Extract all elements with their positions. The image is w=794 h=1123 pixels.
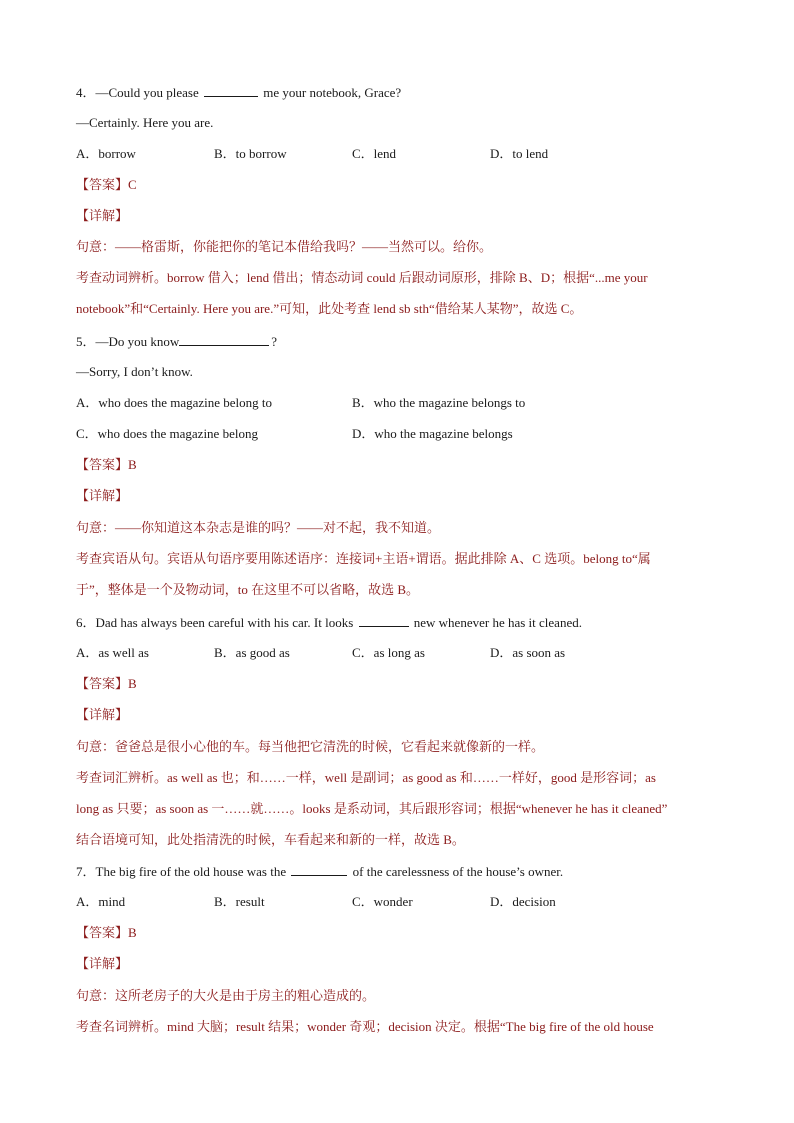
question-7-answer	[76, 925, 137, 941]
question-4-detail-label: 【详解】	[76, 208, 129, 223]
option-c: C．wonder	[352, 894, 413, 909]
option-a: A．borrow	[76, 146, 136, 161]
question-6-explanation-4: 结合语境可知，此处指清洗的时候，车看起来和新的一样，故选 B。	[76, 832, 465, 847]
option-d: D．decision	[490, 894, 556, 909]
option-d: D．as soon as	[490, 645, 566, 660]
option-a: A．who does the magazine belong to	[76, 395, 273, 410]
question-5-reply: —Sorry, I don’t know.	[76, 364, 193, 379]
answer-value: B	[128, 676, 137, 691]
stem-text: 7．The big fire of the old house was the	[76, 864, 287, 879]
option-a: A．mind	[76, 894, 126, 909]
question-5-explanation-1: 句意：——你知道这本杂志是谁的吗？——对不起，我不知道。	[76, 520, 441, 535]
answer-value: C	[128, 177, 137, 192]
stem-text: me your notebook, Grace?	[263, 85, 402, 100]
question-6-explanation-3: long as 只要；as soon as 一……就……。looks 是系动词，其后跟形容词；根据“whenever he has it cleaned”	[76, 801, 668, 816]
stem-text: ?	[271, 334, 278, 349]
question-4-explanation-2: 考查动词辨析。borrow 借入；lend 借出；情态动词 could 后跟动词原形，排除 B、D；根据“...me your	[76, 270, 648, 285]
answer-blank	[204, 84, 258, 97]
question-6-stem	[76, 614, 582, 630]
answer-value: B	[128, 925, 137, 940]
option-c: C．as long as	[352, 645, 425, 660]
answer-value: B	[128, 457, 137, 472]
option-b: B．as good as	[214, 645, 290, 660]
stem-text: of the carelessness of the house’s owner.	[352, 864, 564, 879]
question-4-explanation-3: notebook”和“Certainly. Here you are.”可知，此处考查 lend sb sth“借给某人某物”，故选 C。	[76, 301, 583, 316]
option-d: D．to lend	[490, 146, 549, 161]
answer-blank	[179, 333, 269, 346]
answer-label: 【答案】	[76, 457, 129, 472]
stem-text: 6．Dad has always been careful with his car. It looks	[76, 615, 354, 630]
question-4-reply: —Certainly. Here you are.	[76, 115, 214, 130]
question-7-explanation-2: 考查名词辨析。mind 大脑；result 结果；wonder 奇观；decision 决定。根据“The big fire of the old house	[76, 1019, 654, 1034]
answer-label: 【答案】	[76, 177, 129, 192]
question-4-stem	[76, 84, 401, 100]
question-6-explanation-1: 句意：爸爸总是很小心他的车。每当他把它清洗的时候，它看起来就像新的一样。	[76, 739, 545, 754]
question-6-detail-label: 【详解】	[76, 707, 129, 722]
question-5-explanation-2: 考查宾语从句。宾语从句语序要用陈述语序：连接词+主语+谓语。据此排除 A、C 选项。belong to“属	[76, 551, 651, 566]
question-4-explanation-1: 句意：——格雷斯，你能把你的笔记本借给我吗？——当然可以。给你。	[76, 239, 493, 254]
question-5-answer	[76, 457, 137, 473]
option-c: C．who does the magazine belong	[76, 426, 258, 441]
question-7-stem	[76, 863, 563, 879]
question-5-stem	[76, 333, 277, 349]
option-c: C．lend	[352, 146, 397, 161]
answer-blank	[291, 863, 347, 876]
question-6-explanation-2: 考查词汇辨析。as well as 也；和……一样，well 是副词；as good as 和……一样好，good 是形容词；as	[76, 770, 656, 785]
option-b: B．result	[214, 894, 265, 909]
question-4-answer	[76, 177, 137, 193]
option-a: A．as well as	[76, 645, 149, 660]
question-5-detail-label: 【详解】	[76, 488, 129, 503]
answer-label: 【答案】	[76, 676, 129, 691]
option-b: B．to borrow	[214, 146, 287, 161]
question-5-explanation-3: 于”，整体是一个及物动词，to 在这里不可以省略，故选 B。	[76, 582, 420, 597]
answer-label: 【答案】	[76, 925, 129, 940]
stem-text: 4．—Could you please	[76, 85, 199, 100]
question-7-explanation-1: 句意：这所老房子的大火是由于房主的粗心造成的。	[76, 988, 376, 1003]
question-6-answer	[76, 676, 137, 692]
option-d: D．who the magazine belongs	[352, 426, 513, 441]
stem-text: 5．—Do you know	[76, 334, 180, 349]
question-7-detail-label: 【详解】	[76, 956, 129, 971]
answer-blank	[359, 614, 409, 627]
stem-text: new whenever he has it cleaned.	[413, 615, 582, 630]
option-b: B．who the magazine belongs to	[352, 395, 526, 410]
